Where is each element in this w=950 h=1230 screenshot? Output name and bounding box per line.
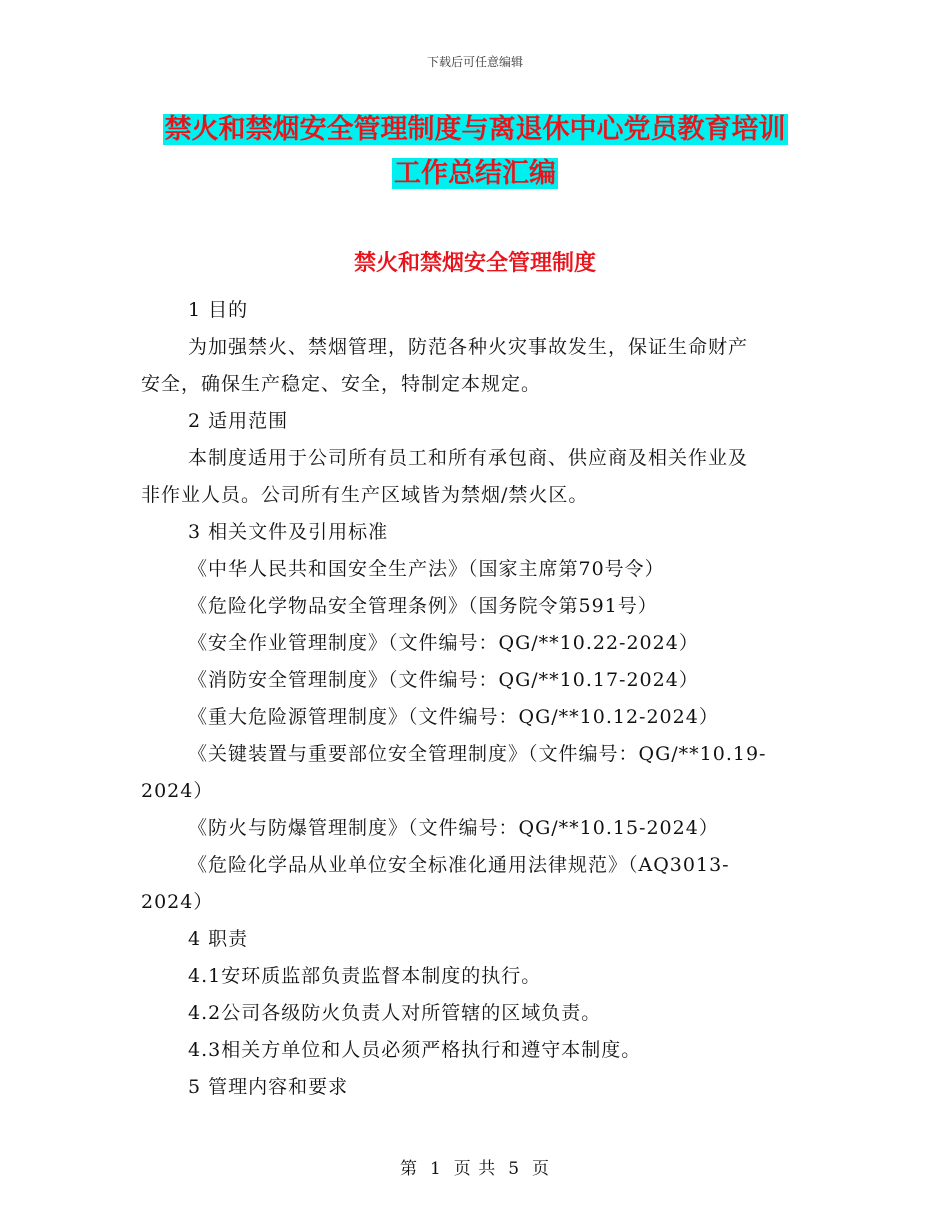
- heading-purpose: 1 目的: [188, 299, 249, 321]
- paragraph-line: 为加强禁火、禁烟管理，防范各种火灾事故发生，保证生命财产: [188, 336, 749, 358]
- responsibility-item: 4.1安环质监部负责监督本制度的执行。: [188, 965, 542, 987]
- document-title-line-1: [0, 112, 950, 148]
- heading-scope: 2 适用范围: [188, 410, 289, 432]
- heading-responsibilities: 4 职责: [188, 928, 249, 950]
- reference-item: 《危险化学品从业单位安全标准化通用法律规范》（AQ3013-: [188, 854, 730, 876]
- reference-item: 《危险化学物品安全管理条例》（国务院令第591号）: [188, 595, 658, 617]
- reference-item-continued: 2024）: [141, 780, 214, 802]
- reference-item: 《中华人民共和国安全生产法》（国家主席第70号令）: [188, 558, 665, 580]
- reference-item-continued: 2024）: [141, 891, 214, 913]
- paragraph-line: 安全，确保生产稳定、安全，特制定本规定。: [141, 373, 542, 395]
- responsibility-item: 4.2公司各级防火负责人对所管辖的区域负责。: [188, 1002, 602, 1024]
- paragraph-line: 本制度适用于公司所有员工和所有承包商、供应商及相关作业及: [188, 447, 749, 469]
- heading-management: 5 管理内容和要求: [188, 1076, 349, 1098]
- total-pages: 5: [508, 1159, 521, 1179]
- reference-item: 《安全作业管理制度》（文件编号：QG/**10.22-2024）: [188, 632, 699, 654]
- section-title: 禁火和禁烟安全管理制度: [353, 251, 596, 276]
- document-title-text-2: 工作总结汇编: [394, 158, 556, 189]
- document-title-line-2: [0, 156, 950, 192]
- paragraph-line: 非作业人员。公司所有生产区域皆为禁烟/禁火区。: [141, 484, 589, 506]
- footer-suffix: 页: [532, 1159, 551, 1179]
- header-note: 下载后可任意编辑: [426, 55, 523, 69]
- page-number: 1: [429, 1159, 442, 1179]
- reference-item: 《防火与防爆管理制度》（文件编号：QG/**10.15-2024）: [188, 817, 719, 839]
- document-title-text-1: 禁火和禁烟安全管理制度与离退休中心党员教育培训: [164, 114, 786, 145]
- heading-references: 3 相关文件及引用标准: [188, 521, 389, 543]
- reference-item: 《关键装置与重要部位安全管理制度》（文件编号：QG/**10.19-: [188, 743, 767, 765]
- reference-item: 《重大危险源管理制度》（文件编号：QG/**10.12-2024）: [188, 706, 719, 728]
- page-footer: [0, 1154, 950, 1179]
- footer-middle: 页 共: [453, 1159, 497, 1179]
- footer-prefix: 第: [399, 1159, 418, 1179]
- reference-item: 《消防安全管理制度》（文件编号：QG/**10.17-2024）: [188, 669, 699, 691]
- responsibility-item: 4.3相关方单位和人员必须严格执行和遵守本制度。: [188, 1039, 642, 1061]
